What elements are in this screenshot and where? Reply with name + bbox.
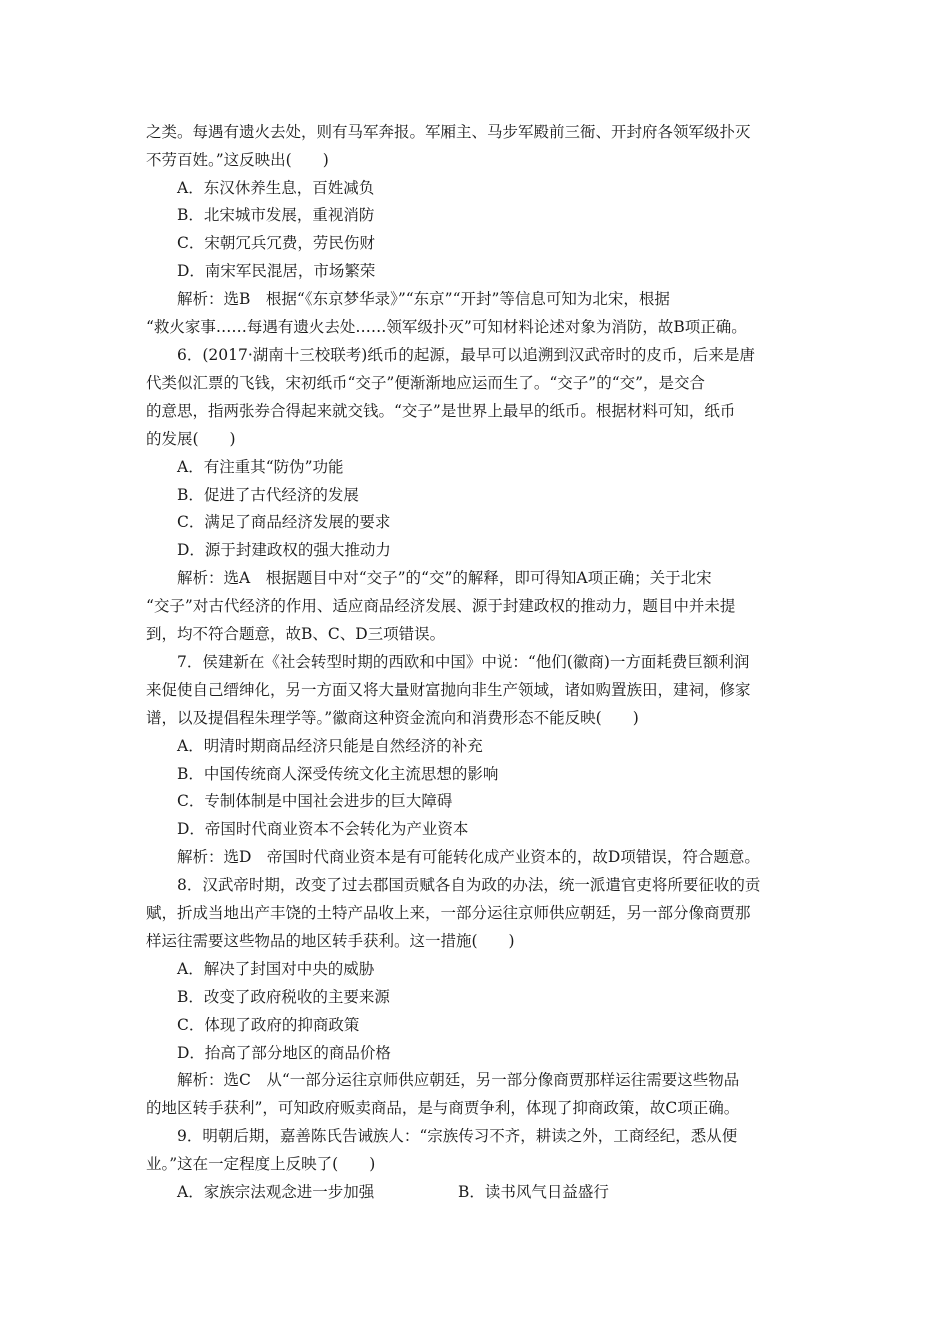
- text-line: 赋，折成当地出产丰饶的土特产品收上来，一部分运往京师供应朝廷，另一部分像商贾那: [146, 904, 751, 922]
- option-a: A．明清时期商品经济只能是自然经济的补充: [177, 737, 483, 755]
- option-b: B．北宋城市发展，重视消防: [177, 206, 375, 224]
- option-a: A．有注重其“防伪”功能: [177, 458, 344, 476]
- option-a: A．家族宗法观念进一步加强: [177, 1183, 375, 1201]
- option-c: C．体现了政府的抑商政策: [177, 1016, 360, 1034]
- text-line: 之类。每遇有遗火去处，则有马军奔报。军厢主、马步军殿前三衙、开封府各领军级扑灭: [146, 123, 751, 141]
- text-line: 的意思，指两张券合得起来就交钱。“交子”是世界上最早的纸币。根据材料可知，纸币: [146, 402, 736, 420]
- text-line: 的发展( ): [146, 430, 236, 448]
- analysis-line: 到，均不符合题意，故B、C、D三项错误。: [146, 625, 446, 643]
- option-d: D．抬高了部分地区的商品价格: [177, 1044, 391, 1062]
- analysis-line: “救火家事……每遇有遗火去处……领军级扑灭”可知材料论述对象为消防，故B项正确。: [146, 318, 747, 336]
- option-b: B．中国传统商人深受传统文化主流思想的影响: [177, 765, 499, 783]
- analysis-line: 解析：选A 根据题目中对“交子”的“交”的解释，即可得知A项正确；关于北宋: [177, 569, 712, 587]
- analysis-line: 解析：选D 帝国时代商业资本是有可能转化成产业资本的，故D项错误，符合题意。: [177, 848, 760, 866]
- question-8: 8．汉武帝时期，改变了过去郡国贡赋各自为政的办法，统一派遣官吏将所要征收的贡: [177, 876, 761, 894]
- option-b: B．读书风气日益盛行: [458, 1183, 609, 1201]
- option-d: D．帝国时代商业资本不会转化为产业资本: [177, 820, 469, 838]
- option-b: B．改变了政府税收的主要来源: [177, 988, 390, 1006]
- text-line: 样运往需要这些物品的地区转手获利。这一措施( ): [146, 932, 515, 950]
- text-line: 代类似汇票的飞钱，宋初纸币“交子”便渐渐地应运而生了。“交子”的“交”，是交合: [146, 374, 706, 392]
- text-line: 不劳百姓。”这反映出( ): [146, 151, 329, 169]
- option-c: C．专制体制是中国社会进步的巨大障碍: [177, 792, 453, 810]
- option-c: C．满足了商品经济发展的要求: [177, 513, 391, 531]
- analysis-line: “交子”对古代经济的作用、适应商品经济发展、源于封建政权的推动力，题目中并未提: [146, 597, 736, 615]
- option-d: D．源于封建政权的强大推动力: [177, 541, 391, 559]
- text-line: 来促使自己缙绅化，另一方面又将大量财富抛向非生产领域，诸如购置族田，建祠，修家: [146, 681, 751, 699]
- analysis-line: 的地区转手获利”，可知政府贩卖商品，是与商贾争利，体现了抑商政策，故C项正确。: [146, 1099, 740, 1117]
- option-c: C．宋朝冗兵冗费，劳民伤财: [177, 234, 375, 252]
- question-7: 7．侯建新在《社会转型时期的西欧和中国》中说：“他们(徽商)一方面耗费巨额利润: [177, 653, 750, 671]
- analysis-line: 解析：选B 根据“《东京梦华录》”“东京”“开封”等信息可知为北宋，根据: [177, 290, 670, 308]
- question-6: 6．(2017·湖南十三校联考)纸币的起源，最早可以追溯到汉武帝时的皮币，后来是唐: [177, 346, 755, 364]
- option-d: D．南宋军民混居，市场繁荣: [177, 262, 376, 280]
- text-line: 谱，以及提倡程朱理学等。”徽商这种资金流向和消费形态不能反映( ): [146, 709, 639, 727]
- option-a: A．东汉休养生息，百姓减负: [177, 179, 375, 197]
- question-9: 9．明朝后期，嘉善陈氏告诫族人：“宗族传习不齐，耕读之外，工商经纪，悉从便: [177, 1127, 738, 1145]
- option-b: B．促进了古代经济的发展: [177, 486, 359, 504]
- analysis-line: 解析：选C 从“一部分运往京师供应朝廷，另一部分像商贾那样运往需要这些物品: [177, 1071, 740, 1089]
- option-a: A．解决了封国对中央的威胁: [177, 960, 375, 978]
- text-line: 业。”这在一定程度上反映了( ): [146, 1155, 376, 1173]
